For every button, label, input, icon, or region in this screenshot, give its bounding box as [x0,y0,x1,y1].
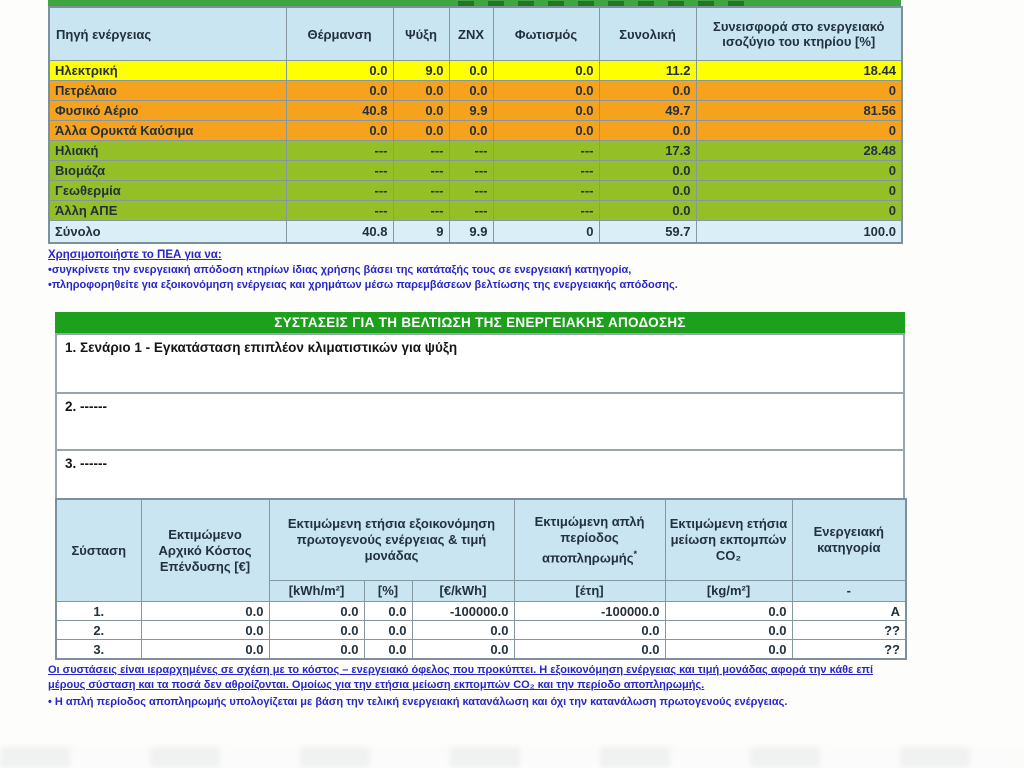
value-cell: --- [493,201,599,221]
recommendations-table [55,498,907,660]
value-cell: --- [493,161,599,181]
rec-table-row-3 [56,640,906,660]
value-cell: 0.0 [514,640,665,660]
value-cell: --- [449,141,493,161]
value-cell: 0.0 [599,181,696,201]
value-cell: 0.0 [364,621,412,640]
value-cell: 18.44 [696,61,902,81]
value-cell: 0.0 [412,640,514,660]
row-label: Γεωθερμία [49,181,286,201]
recommendations-section-title: ΣΥΣΤΑΣΕΙΣ ΓΙΑ ΤΗ ΒΕΛΤΙΩΣΗ ΤΗΣ ΕΝΕΡΓΕΙΑΚΗΣ ΑΠΟΔΟΣΗΣ [55,312,905,333]
footnote-payback: • Η απλή περίοδος αποπληρωμής υπολογίζεται με βάση την τελική ενεργειακή κατανάλωση και όχι την κατανάλωση πρωτογενούς ενέργειας. [48,696,788,708]
scenario-list [55,333,905,500]
value-cell: --- [286,161,393,181]
payback-label: Εκτιμώμενη απλή περίοδος αποπληρωμής [534,513,645,566]
value-cell: 17.3 [599,141,696,161]
col-header-lighting: Φωτισμός [493,7,599,61]
unit-eur-kwh: [€/kWh] [412,581,514,602]
rec-table-row-1 [56,602,906,621]
value-cell: 9.9 [449,221,493,244]
col-header-co2-reduction: Εκτιμώμενη ετήσια μείωση εκπομπών CO₂ [665,499,792,581]
energy-sources-table [48,6,903,244]
value-cell: 0.0 [393,101,449,121]
table-row-natural-gas [49,101,902,121]
value-cell: 0.0 [412,621,514,640]
value-cell: --- [393,141,449,161]
value-cell: --- [449,181,493,201]
col-header-dhw: ΖΝΧ [449,7,493,61]
rec-number: 3. [56,640,141,660]
col-header-heating: Θέρμανση [286,7,393,61]
table-row-total [49,221,902,244]
value-cell: 9 [393,221,449,244]
table-row-biomass [49,161,902,181]
value-cell: 81.56 [696,101,902,121]
value-cell: --- [393,201,449,221]
value-cell: --- [393,161,449,181]
value-cell: 0.0 [286,121,393,141]
value-cell: 0.0 [393,81,449,101]
value-cell: 0.0 [449,121,493,141]
value-cell: 28.48 [696,141,902,161]
row-label: Άλλα Ορυκτά Καύσιμα [49,121,286,141]
value-cell: 0.0 [665,621,792,640]
value-cell: 11.2 [599,61,696,81]
value-cell: --- [286,181,393,201]
value-cell: 0.0 [514,621,665,640]
value-cell: 0.0 [269,602,364,621]
value-cell: 0.0 [665,640,792,660]
col-header-energy-category: Ενεργειακή κατηγορία [792,499,906,581]
value-cell: 0.0 [286,61,393,81]
pea-note-bullet: •πληροφορηθείτε για εξοικονόμηση ενέργειας και χρημάτων μέσω παρεμβάσεων βελτίωσης της ενεργειακής απόδοσης. [48,279,678,291]
col-header-cooling: Ψύξη [393,7,449,61]
table-row-geothermal [49,181,902,201]
row-label: Ηλιακή [49,141,286,161]
payback-footnote-mark: * [633,548,637,559]
value-cell: 0.0 [141,621,269,640]
unit-dash: - [792,581,906,602]
value-cell: 0.0 [364,602,412,621]
category-cell: ?? [792,621,906,640]
value-cell: --- [286,201,393,221]
value-cell: 100.0 [696,221,902,244]
value-cell: 0.0 [599,81,696,101]
rec-number: 1. [56,602,141,621]
value-cell: 0.0 [449,81,493,101]
footnotes [48,663,910,712]
value-cell: 0.0 [493,81,599,101]
value-cell: 0.0 [599,161,696,181]
row-label: Βιομάζα [49,161,286,181]
rec-table-row-2 [56,621,906,640]
category-cell: A [792,602,906,621]
value-cell: 0.0 [665,602,792,621]
table-row-electric [49,61,902,81]
value-cell: -100000.0 [412,602,514,621]
scenario-item-1: 1. Σενάριο 1 - Εγκατάσταση επιπλέον κλιματιστικών για ψύξη [65,340,458,355]
value-cell: 59.7 [599,221,696,244]
rec-table-header-row [56,499,906,581]
value-cell: 0 [696,81,902,101]
col-header-payback-period [514,499,665,581]
pea-notes-title: Χρησιμοποιήστε το ΠΕΑ για να: [48,249,222,261]
scenario-item-2: 2. ------ [57,392,903,449]
value-cell: 0.0 [269,640,364,660]
faded-page-edge [0,747,1024,768]
row-label: Άλλη ΑΠΕ [49,201,286,221]
value-cell: 0.0 [493,101,599,121]
value-cell: --- [393,181,449,201]
value-cell: 0.0 [493,121,599,141]
col-header-recommendation: Σύσταση [56,499,141,602]
col-header-contribution: Συνεισφορά στο ενεργειακό ισοζύγιο του κτηρίου [%] [696,7,902,61]
value-cell: 0 [696,121,902,141]
value-cell: 0.0 [269,621,364,640]
value-cell: 0.0 [449,61,493,81]
value-cell: 0.0 [493,61,599,81]
value-cell: 0 [696,201,902,221]
value-cell: 0.0 [364,640,412,660]
table-row-solar [49,141,902,161]
pea-usage-notes [48,249,908,294]
row-label: Ηλεκτρική [49,61,286,81]
value-cell: --- [493,181,599,201]
value-cell: 9.0 [393,61,449,81]
row-label: Φυσικό Αέριο [49,101,286,121]
value-cell: --- [449,161,493,181]
unit-years: [έτη] [514,581,665,602]
unit-kg-m2: [kg/m²] [665,581,792,602]
value-cell: -100000.0 [514,602,665,621]
value-cell: 0.0 [141,602,269,621]
value-cell: 40.8 [286,221,393,244]
value-cell: 0 [696,161,902,181]
footnote-ranking: Οι συστάσεις είναι ιεραρχημένες σε σχέση με το κόστος – ενεργειακό όφελος που προκύπτει. Η εξοικονόμηση ενέργειας και τιμή μονάδας αφορά την κάθε επί μέρους σύσταση και τα ποσά δεν αθροίζονται. Ομοίως για την ετήσια μείωση εκπομπών CO₂ και την περίοδο αποπληρωμής. [48,664,874,691]
col-header-annual-savings-group: Εκτιμώμενη ετήσια εξοικονόμηση πρωτογενούς ενέργειας & τιμή μονάδας [269,499,514,581]
rec-number: 2. [56,621,141,640]
col-header-total: Συνολική [599,7,696,61]
col-header-energy-source: Πηγή ενέργειας [49,7,286,61]
col-header-initial-cost: Εκτιμώμενο Αρχικό Κόστος Επένδυσης [€] [141,499,269,602]
unit-percent: [%] [364,581,412,602]
value-cell: 0 [696,181,902,201]
value-cell: 40.8 [286,101,393,121]
total-label: Σύνολο [49,221,286,244]
row-label: Πετρέλαιο [49,81,286,101]
value-cell: 0.0 [393,121,449,141]
value-cell: 49.7 [599,101,696,121]
energy-table-header-row [49,7,902,61]
pea-note-bullet: •συγκρίνετε την ενεργειακή απόδοση κτηρίων ίδιας χρήσης βάσει της κατάταξής τους σε ενεργειακή κατηγορία, [48,264,632,276]
value-cell: --- [449,201,493,221]
table-row-other-res [49,201,902,221]
value-cell: 0.0 [599,121,696,141]
value-cell: 9.9 [449,101,493,121]
value-cell: 0.0 [599,201,696,221]
value-cell: --- [286,141,393,161]
value-cell: 0.0 [141,640,269,660]
unit-kwh-m2: [kWh/m²] [269,581,364,602]
value-cell: 0.0 [286,81,393,101]
table-row-other-fossil [49,121,902,141]
value-cell: 0 [493,221,599,244]
value-cell: --- [493,141,599,161]
category-cell: ?? [792,640,906,660]
scenario-item-3: 3. ------ [57,449,903,498]
table-row-oil [49,81,902,101]
